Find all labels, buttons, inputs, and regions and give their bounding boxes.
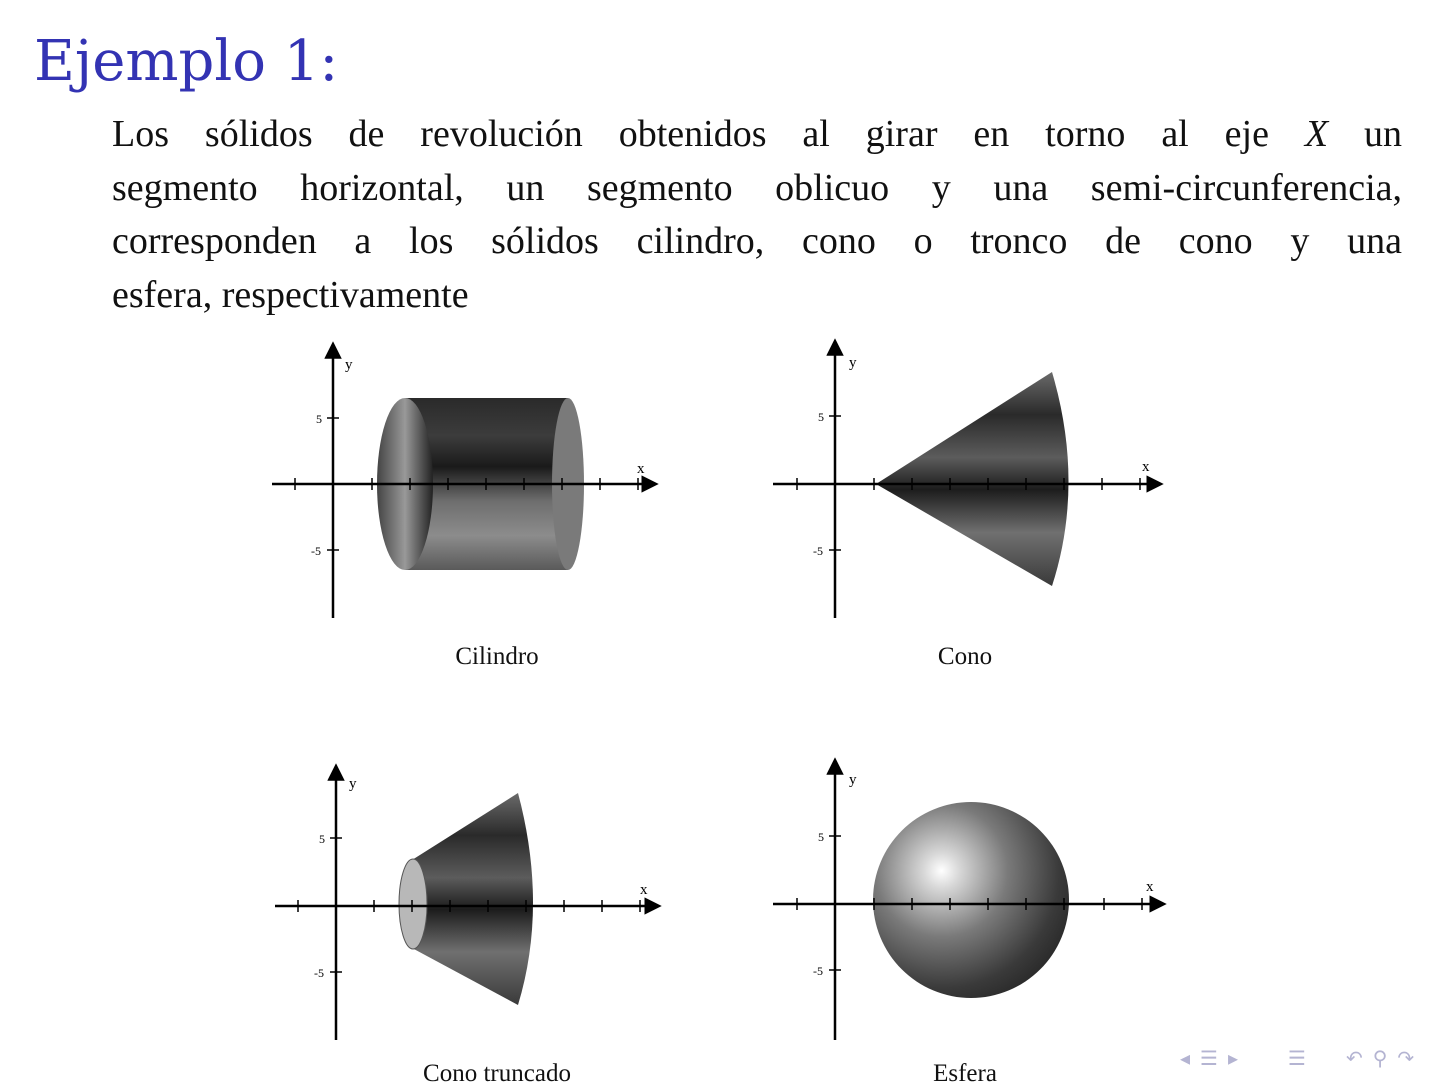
slide-title: Ejemplo 1: xyxy=(34,29,339,94)
axis-variable: X xyxy=(1304,113,1329,155)
caption-cono: Cono xyxy=(937,643,993,670)
figure-cono-truncado xyxy=(275,772,653,1040)
tick-label-5: 5 xyxy=(319,832,325,846)
nav-next-frame-icon[interactable]: ▸ xyxy=(1227,1046,1239,1070)
tick-label-neg5: -5 xyxy=(314,966,324,980)
tick-label-neg5: -5 xyxy=(813,544,823,558)
y-label: y xyxy=(849,355,857,371)
frustum-small-cap xyxy=(399,859,427,949)
x-label: x xyxy=(1142,459,1150,475)
caption-cilindro: Cilindro xyxy=(455,643,539,670)
nav-back-icon[interactable]: ↶ xyxy=(1345,1046,1363,1070)
nav-prev-frame-icon[interactable]: ◂ xyxy=(1180,1046,1191,1070)
caption-esfera: Esfera xyxy=(933,1060,997,1087)
nav-subsection-icon[interactable]: ☰ xyxy=(1288,1046,1306,1070)
x-label: x xyxy=(640,882,648,898)
tick-label-neg5: -5 xyxy=(813,964,823,978)
cono-truncado-axes xyxy=(275,772,653,1040)
cono-solid xyxy=(876,372,1069,586)
tick-label-5: 5 xyxy=(818,410,824,424)
tick-label-5: 5 xyxy=(818,830,824,844)
tick-label-neg5: -5 xyxy=(311,544,321,558)
beamer-navigation xyxy=(1180,1046,1420,1070)
cono-truncado-solid xyxy=(399,793,533,1005)
paragraph-line-2: segmento horizontal, un segmento oblicuo y una semi-circunferencia, xyxy=(112,166,1402,209)
cone-body xyxy=(876,372,1069,586)
x-label: x xyxy=(1146,879,1154,895)
nav-search-icon[interactable]: ⚲ xyxy=(1372,1046,1388,1070)
nav-section-icon[interactable]: ☰ xyxy=(1200,1046,1218,1070)
line1-text: Los sólidos de revolución obtenidos al girar en torno al eje xyxy=(112,113,1305,155)
caption-cono-truncado: Cono truncado xyxy=(423,1060,571,1087)
figure-esfera xyxy=(773,766,1158,1040)
tick-label-5: 5 xyxy=(316,412,322,426)
sphere-body xyxy=(873,802,1069,998)
paragraph-line-4: esfera, respectivamente xyxy=(112,273,469,316)
cilindro-axes xyxy=(272,350,650,618)
x-label: x xyxy=(637,461,645,477)
y-label: y xyxy=(345,357,353,373)
paragraph-line-3: corresponden a los sólidos cilindro, cono o tronco de cono y una xyxy=(112,220,1402,262)
line1-end: un xyxy=(1328,113,1403,155)
frustum-body xyxy=(412,793,533,1005)
nav-forward-icon[interactable]: ↷ xyxy=(1397,1046,1415,1070)
figure-cilindro xyxy=(272,350,650,618)
figure-cono xyxy=(773,347,1155,618)
y-label: y xyxy=(849,772,857,788)
y-label: y xyxy=(349,776,357,792)
